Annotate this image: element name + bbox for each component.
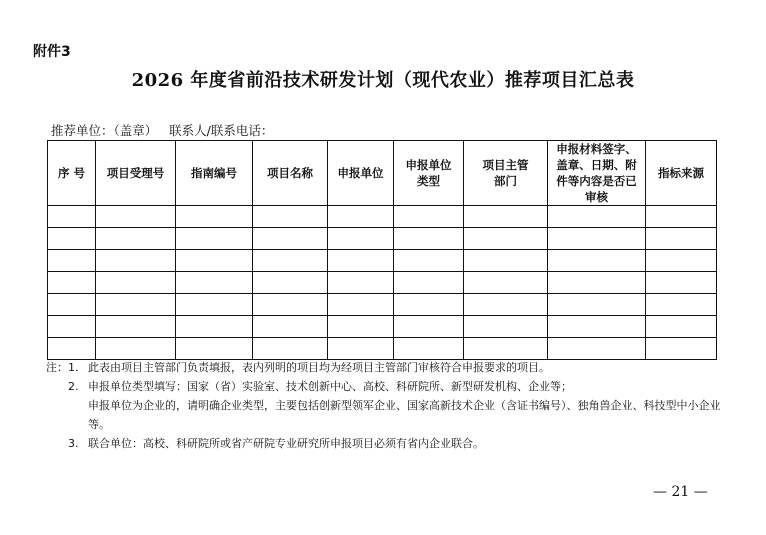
attachment-label: 附件3 [33, 44, 71, 60]
table-row [48, 294, 717, 316]
header-material-review: 申报材料签字、盖章、日期、附件等内容是否已审核 [548, 141, 646, 206]
header-applicant-type: 申报单位类型 [394, 141, 464, 206]
note-item [46, 434, 736, 453]
table-row [48, 228, 717, 250]
header-serial: 序 号 [48, 141, 96, 206]
recommend-unit-line: 推荐单位：（盖章） 联系人/联系电话： [51, 123, 274, 138]
header-guide-no: 指南编号 [176, 141, 253, 206]
note-item [46, 358, 736, 377]
table-body [48, 206, 717, 360]
table-row [48, 206, 717, 228]
header-acceptance-no: 项目受理号 [96, 141, 176, 206]
header-competent-dept: 项目主管部门 [464, 141, 548, 206]
notes-prefix: 注： [46, 361, 68, 374]
note-item-continuation [46, 396, 736, 434]
note-text: 申报单位类型填写：国家（省）实验室、技术创新中心、高校、科研院所、新型研发机构、企业等； [88, 380, 572, 393]
note-text: 联合单位：高校、科研院所或省产研院专业研究所申报项目必须有省内企业联合。 [88, 437, 484, 450]
note-text: 申报单位为企业的，请明确企业类型，主要包括创新型领军企业、国家高新技术企业（含证书编号）、独角兽企业、科技型中小企业等。 [88, 399, 721, 431]
note-text: 此表由项目主管部门负责填报，表内列明的项目均为经项目主管部门审核符合申报要求的项目。 [88, 361, 550, 374]
header-quota-source: 指标来源 [646, 141, 717, 206]
notes-section [46, 358, 736, 453]
table-row [48, 272, 717, 294]
note-number: 1. [68, 361, 79, 374]
note-item [46, 377, 736, 396]
header-project-name: 项目名称 [253, 141, 328, 206]
table-header-row [48, 141, 717, 206]
table-row [48, 316, 717, 338]
summary-table [47, 140, 717, 360]
page-number: — 21 — [653, 484, 708, 500]
table-row [48, 338, 717, 360]
table-row [48, 250, 717, 272]
note-number: 2. [68, 380, 79, 393]
document-title: 2026 年度省前沿技术研发计划（现代农业）推荐项目汇总表 [131, 70, 635, 91]
note-number: 3. [68, 437, 79, 450]
header-applicant-unit: 申报单位 [328, 141, 394, 206]
